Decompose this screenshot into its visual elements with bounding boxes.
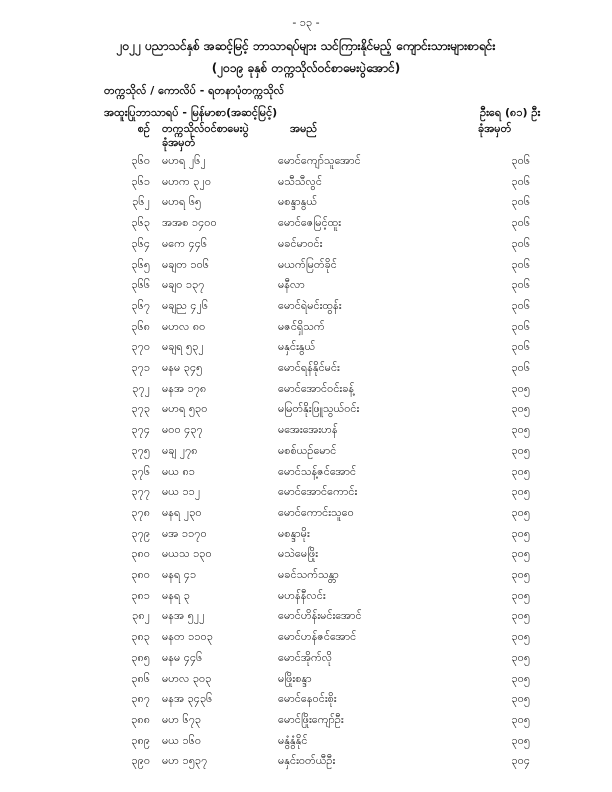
serial-header: စဉ် (137, 122, 150, 135)
roll-number-cell: ၃၀၅ (511, 630, 530, 644)
serial-cell: ၃၆၁ (131, 174, 150, 188)
serial-cell: ၃၈၀ (131, 547, 150, 561)
table-row (0, 402, 612, 422)
registration-cell: မချ၀ ၁၃၇ (162, 278, 205, 292)
table-row (0, 258, 612, 278)
roll-number-cell: ၃၀၅ (511, 671, 530, 685)
name-cell: မဖြိုးစန္ဒာ (278, 671, 312, 685)
serial-cell: ၃၇၆ (131, 464, 150, 478)
registration-header-line2: ခုံအမှတ် (162, 136, 196, 149)
serial-cell: ၃၇၅ (131, 443, 150, 457)
roll-number-cell: ၃၀၅ (511, 423, 530, 437)
registration-cell: မဟရ ၂၆၂ (162, 154, 206, 167)
roll-number-cell: ၃၀၆ (511, 361, 530, 374)
roll-number-cell: ၃၀၅ (511, 381, 530, 395)
roll-number-cell: ၃၀၅ (511, 464, 530, 478)
serial-cell: ၃၆၀ (131, 154, 150, 167)
table-row (0, 423, 612, 443)
serial-cell: ၃၈၁ (131, 588, 150, 602)
serial-cell: ၃၉၀ (131, 754, 150, 768)
registration-cell: မဟ ၁၅၃၇ (162, 754, 208, 768)
headcount-label: ဦးရေ (၈၁) ဦး (480, 106, 541, 119)
serial-cell: ၃၆၈ (131, 319, 150, 333)
roll-number-cell: ၃၀၆ (511, 319, 530, 333)
table-row (0, 320, 612, 340)
serial-cell: ၃၇၄ (131, 423, 150, 437)
serial-cell: ၃၇၁ (131, 361, 150, 374)
name-cell: မောင်ဟန်ဇင်အောင် (278, 630, 357, 644)
serial-cell: ၃၇၂ (132, 381, 150, 395)
registration-cell: မချရ ၅၃၂ (162, 340, 204, 354)
registration-cell: မယ ၁၁၂ (162, 485, 201, 499)
name-cell: မောင်အောင်ဝင်းခန့် (278, 381, 355, 395)
registration-cell: မအ ၁၁၇၀ (162, 526, 207, 540)
serial-cell: ၃၇၇ (131, 485, 150, 499)
registration-cell: မယ ၈၁ (162, 464, 195, 478)
roll-number-cell: ၃၀၅ (511, 650, 530, 664)
serial-cell: ၃၆၃ (131, 216, 150, 230)
registration-cell: မနရ ၃ (162, 588, 190, 602)
registration-cell: မနတ ၁၁၀၃ (162, 630, 213, 644)
name-cell: မောင်ကောင်းသူဝေ (278, 505, 354, 519)
table-row (0, 154, 612, 174)
registration-cell: မဟက ၃၂၀ (162, 174, 212, 188)
name-cell: မောင်ဟိန်းမင်းအောင် (278, 609, 362, 623)
table-row (0, 465, 612, 485)
roll-number-cell: ၃၀၅ (511, 547, 530, 561)
registration-cell: မချ ၂၇၈ (162, 443, 198, 457)
roll-number-cell: ၃၀၅ (511, 526, 530, 540)
registration-cell: မကေ ၄၄၆ (162, 236, 208, 250)
name-cell: မနှင်းဝတ်ယီဦး (278, 754, 336, 768)
name-header: အမည် (290, 122, 318, 135)
roll-number-cell: ၃၀၅ (511, 692, 530, 706)
table-row (0, 195, 612, 215)
table-row (0, 361, 612, 381)
table-row (0, 547, 612, 567)
serial-cell: ၃၇၃ (131, 402, 150, 416)
table-row (0, 609, 612, 629)
registration-cell: မဟရ ၅၃၀ (162, 402, 208, 416)
serial-cell: ၃၈၃ (131, 630, 150, 644)
registration-cell: မချတ ၁၀၆ (162, 257, 209, 271)
registration-cell: မဟလ ၃၀၃ (162, 671, 212, 685)
table-row (0, 485, 612, 505)
roll-number-cell: ၃၀၆ (511, 174, 530, 188)
roll-number-cell: ၃၀၅ (511, 712, 530, 726)
university-line: တက္ကသိုလ် / ကောလိပ် - ရတနာပုံတက္ကသိုလ် (104, 84, 285, 97)
registration-cell: မနအ ၅၂၂ (162, 609, 205, 623)
roll-number-cell: ၃၀၅ (511, 568, 530, 581)
table-row (0, 278, 612, 298)
registration-cell: မနရ ၂၃၀ (162, 505, 202, 519)
name-cell: မစန္ဒာနွယ် (278, 195, 318, 209)
table-row (0, 175, 612, 195)
table-row (0, 527, 612, 547)
table-row (0, 589, 612, 609)
name-cell: မဇင်ရှိသက် (278, 319, 325, 333)
registration-cell: မဟလ ၈၀ (162, 319, 206, 333)
registration-cell: မယ ၁၆၀ (162, 733, 202, 747)
serial-cell: ၃၇၈ (131, 505, 150, 519)
name-cell: မနီလာ (278, 278, 305, 292)
registration-cell: မနမ ၄၄၆ (162, 650, 203, 664)
name-cell: မောင်နေဝင်းစိုး (278, 692, 337, 706)
roll-number-header: ခုံအမှတ် (478, 122, 512, 135)
roll-number-cell: ၃၀၆ (511, 154, 530, 167)
name-cell: မမြတ်နိုးဖြူသွယ်ဝင်း (278, 402, 360, 416)
name-cell: မဟန်နီလင်း (278, 588, 326, 602)
serial-cell: ၃၆၇ (131, 298, 150, 312)
registration-cell: မဟရ ၆၅ (162, 195, 202, 209)
name-cell: မောင်ဇေမြင့်ထူး (278, 216, 342, 230)
table-row (0, 237, 612, 257)
document-title: ၂၀၂၂ ပညာသင်နှစ် အဆင့်မြင့် ဘာသာရပ်များ သင်ကြားနိုင်မည့် ကျောင်းသားများစာရင်း (116, 39, 496, 53)
table-row (0, 382, 612, 402)
serial-cell: ၃၈၆ (131, 671, 150, 685)
roll-number-cell: ၃၀၆ (511, 257, 530, 271)
name-cell: မခင်သက်သန္တာ (278, 568, 339, 581)
name-cell: မသီသီလွင် (278, 174, 322, 188)
name-cell: မနှင်းနွယ် (278, 340, 316, 354)
registration-cell: မနအ ၃၄၃၆ (162, 692, 213, 706)
table-row (0, 672, 612, 692)
serial-cell: ၃၆၆ (131, 278, 150, 292)
table-row (0, 754, 612, 774)
roll-number-cell: ၃၀၆ (511, 236, 530, 250)
registration-cell: အအစ ၁၄၀၀ (162, 216, 217, 230)
serial-cell: ၃၆၂ (132, 195, 150, 209)
name-cell: မောင်အောင်ကောင်း (278, 485, 358, 499)
serial-cell: ၃၆၅ (131, 257, 150, 271)
roll-number-cell: ၃၀၅ (511, 609, 530, 623)
name-cell: မောင်ရန်နိုင်မင်း (278, 361, 340, 374)
roll-number-cell: ၃၀၆ (511, 278, 530, 292)
table-row (0, 734, 612, 754)
name-cell: မောင်အိုက်လို (278, 650, 333, 664)
roll-number-cell: ၃၀၅ (511, 485, 530, 499)
serial-cell: ၃၈၀ (131, 568, 150, 581)
serial-cell: ၃၈၇ (131, 692, 150, 706)
serial-cell: ၃၇၀ (131, 340, 150, 354)
table-row (0, 692, 612, 712)
roll-number-cell: ၃၀၆ (511, 195, 530, 209)
roll-number-cell: ၃၀၅ (511, 733, 530, 747)
name-cell: မစန္ဒာမိုး (278, 526, 310, 540)
serial-cell: ၃၈၅ (131, 650, 150, 664)
table-row (0, 568, 612, 588)
roll-number-cell: ၃၀၅ (511, 588, 530, 602)
roll-number-cell: ၃၀၆ (511, 298, 530, 312)
name-cell: မယက်မြတ်ခိုင် (278, 257, 337, 271)
roll-number-cell: ၃၀၄ (511, 754, 530, 768)
major-line: အထူးပြုဘာသာရပ် - မြန်မာစာ(အဆင့်မြင့်) (104, 106, 278, 119)
table-row (0, 630, 612, 650)
name-cell: မောင်ရဲမင်းထွန်း (278, 298, 342, 312)
roll-number-cell: ၃၀၆ (511, 216, 530, 230)
table-row (0, 299, 612, 319)
name-cell: မနွံနွံနိုင် (278, 733, 308, 747)
document-subtitle: (၂၀၁၉ ခုနှစ် တက္ကသိုလ်ဝင်စာမေးပွဲအောင်) (211, 61, 401, 75)
registration-cell: မချည ၄၂၆ (162, 298, 209, 312)
roll-number-cell: ၃၀၆ (511, 340, 530, 354)
serial-cell: ၃၈၂ (132, 609, 150, 623)
roll-number-cell: ၃၀၅ (511, 505, 530, 519)
serial-cell: ၃၈၉ (131, 733, 150, 747)
registration-header: တက္ကသိုလ်ဝင်စာမေးပွဲ (162, 122, 249, 135)
table-row (0, 216, 612, 236)
roll-number-cell: ၃၀၅ (511, 443, 530, 457)
registration-cell: မနရ ၄၁ (162, 568, 197, 581)
page-number: - ၁၃ - (292, 16, 320, 29)
table-row (0, 713, 612, 733)
serial-cell: ၃၈၈ (131, 712, 150, 726)
table-row (0, 444, 612, 464)
registration-cell: မယသ ၁၃၀ (162, 547, 212, 561)
name-cell: မောင်ကျော်သူအောင် (278, 154, 361, 167)
table-row (0, 506, 612, 526)
table-row (0, 651, 612, 671)
registration-cell: မနမ ၃၄၅ (162, 361, 203, 374)
roll-number-cell: ၃၀၅ (511, 402, 530, 416)
name-cell: မစစ်ယဉ်မောင် (278, 443, 337, 457)
registration-cell: မ၀၀ ၄၃၇ (162, 423, 203, 437)
name-cell: မောင်သန့်ဇင်အောင် (278, 464, 357, 478)
registration-cell: မဟ ၆၇၃ (162, 712, 202, 726)
name-cell: မသဲမေဖြိုး (278, 547, 319, 561)
table-row (0, 340, 612, 360)
serial-cell: ၃၆၄ (131, 236, 150, 250)
name-cell: မအေးအေးဟန် (278, 423, 338, 437)
registration-cell: မနအ ၁၇၈ (162, 381, 207, 395)
serial-cell: ၃၇၉ (131, 526, 150, 540)
name-cell: မောင်ဖြိုးကျော်ဦး (278, 712, 344, 726)
name-cell: မခင်မာဝင်း (278, 236, 323, 250)
